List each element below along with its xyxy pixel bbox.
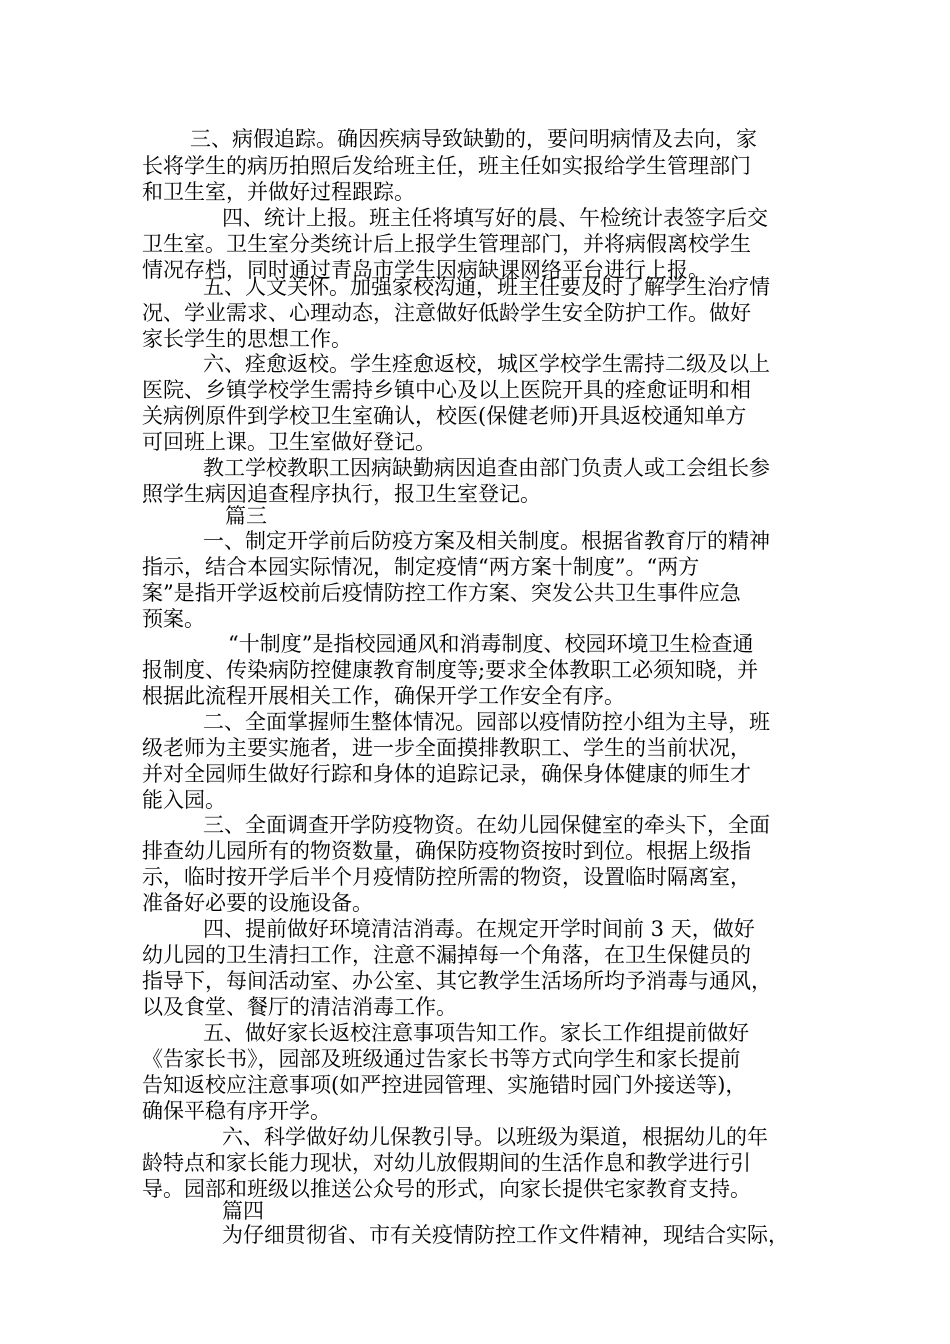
paragraph-line: 照学生病因追查程序执行，报卫生室登记。 [142,482,541,506]
paragraph-line: 三、全面调查开学防疫物资。在幼儿园保健室的牵头下，全面 [203,813,770,837]
paragraph-line: 为仔细贯彻省、市有关疫情防控工作文件精神，现结合实际， [222,1223,789,1247]
paragraph-line: 关病例原件到学校卫生室确认，校医(保健老师)开具返校通知单方 [142,404,747,428]
paragraph-line: 排查幼儿园所有的物资数量，确保防疫物资按时到位。根据上级指 [142,839,751,863]
paragraph-line: 能入园。 [142,788,226,812]
paragraph-line: 幼儿园的卫生清扫工作，注意不漏掉每一个角落，在卫生保健员的 [142,943,751,967]
paragraph-line: 示，临时按开学后半个月疫情防控所需的物资，设置临时隔离室， [142,865,751,889]
paragraph-line: 准备好必要的设施设备。 [142,891,373,915]
paragraph-line: 可回班上课。卫生室做好登记。 [142,430,436,454]
paragraph-line: 根据此流程开展相关工作，确保开学工作安全有序。 [142,684,625,708]
paragraph-line: 二、全面掌握师生整体情况。园部以疫情防控小组为主导，班 [203,710,770,734]
paragraph-line: 四、统计上报。班主任将填写好的晨、午检统计表签字后交 [222,206,768,230]
paragraph-line: 指示，结合本园实际情况，制定疫情“两方案十制度”。“两方 [142,555,700,579]
paragraph-line: 五、做好家长返校注意事项告知工作。家长工作组提前做好 [203,1021,749,1045]
paragraph-line: “十制度”是指校园通风和消毒制度、校园环境卫生检查通 [228,632,754,656]
paragraph-line: 医院、乡镇学校学生需持乡镇中心及以上医院开具的痊愈证明和相 [142,378,751,402]
paragraph-line: 告知返校应注意事项(如严控进园管理、实施错时园门外接送等)， [142,1073,747,1097]
paragraph-line: 《告家长书》，园部及班级通过告家长书等方式向学生和家长提前 [142,1047,741,1071]
paragraph-line: 卫生室。卫生室分类统计后上报学生管理部门，并将病假离校学生 [142,232,751,256]
paragraph-line: 情况存档，同时通过青岛市学生因病缺课网络平台进行上报。 [142,258,709,282]
paragraph-line: 确保平稳有序开学。 [142,1099,331,1123]
paragraph-line: 和卫生室，并做好过程跟踪。 [142,180,415,204]
paragraph-line: 五、人文关怀。加强家校沟通，班主任要及时了解学生治疗情 [203,275,770,299]
paragraph-line: 报制度、传染病防控健康教育制度等;要求全体教职工必须知晓，并 [142,658,759,682]
paragraph-line: 级老师为主要实施者，进一步全面摸排教职工、学生的当前状况， [142,736,751,760]
paragraph-line: 导。园部和班级以推送公众号的形式，向家长提供宅家教育支持。 [142,1177,751,1201]
paragraph-line: 一、制定开学前后防疫方案及相关制度。根据省教育厅的精神 [203,529,770,553]
paragraph-line: 三、病假追踪。确因疾病导致缺勤的，要问明病情及去向，家 [190,127,757,151]
paragraph-line: 六、痊愈返校。学生痊愈返校，城区学校学生需持二级及以上 [203,352,770,376]
section-heading: 篇三 [225,504,267,528]
paragraph-line: 预案。 [142,607,205,631]
paragraph-line: 以及食堂、餐厅的清洁消毒工作。 [142,995,457,1019]
paragraph-line: 龄特点和家长能力现状，对幼儿放假期间的生活作息和教学进行引 [142,1151,751,1175]
paragraph-line: 四、提前做好环境清洁消毒。在规定开学时间前 3 天，做好 [203,917,755,941]
paragraph-line: 况、学业需求、心理动态，注意做好低龄学生安全防护工作。做好 [142,301,751,325]
paragraph-line: 教工学校教职工因病缺勤病因追查由部门负责人或工会组长参 [203,456,770,480]
paragraph-line: 六、科学做好幼儿保教引导。以班级为渠道，根据幼儿的年 [222,1125,768,1149]
paragraph-line: 指导下，每间活动室、办公室、其它教学生活场所均予消毒与通风， [142,969,772,993]
paragraph-line: 家长学生的思想工作。 [142,327,352,351]
paragraph-line: 案”是指开学返校前后疫情防控工作方案、突发公共卫生事件应急 [142,581,741,605]
paragraph-line: 长将学生的病历拍照后发给班主任，班主任如实报给学生管理部门 [142,154,751,178]
section-heading: 篇四 [222,1199,264,1223]
paragraph-line: 并对全园师生做好行踪和身体的追踪记录，确保身体健康的师生才 [142,762,751,786]
